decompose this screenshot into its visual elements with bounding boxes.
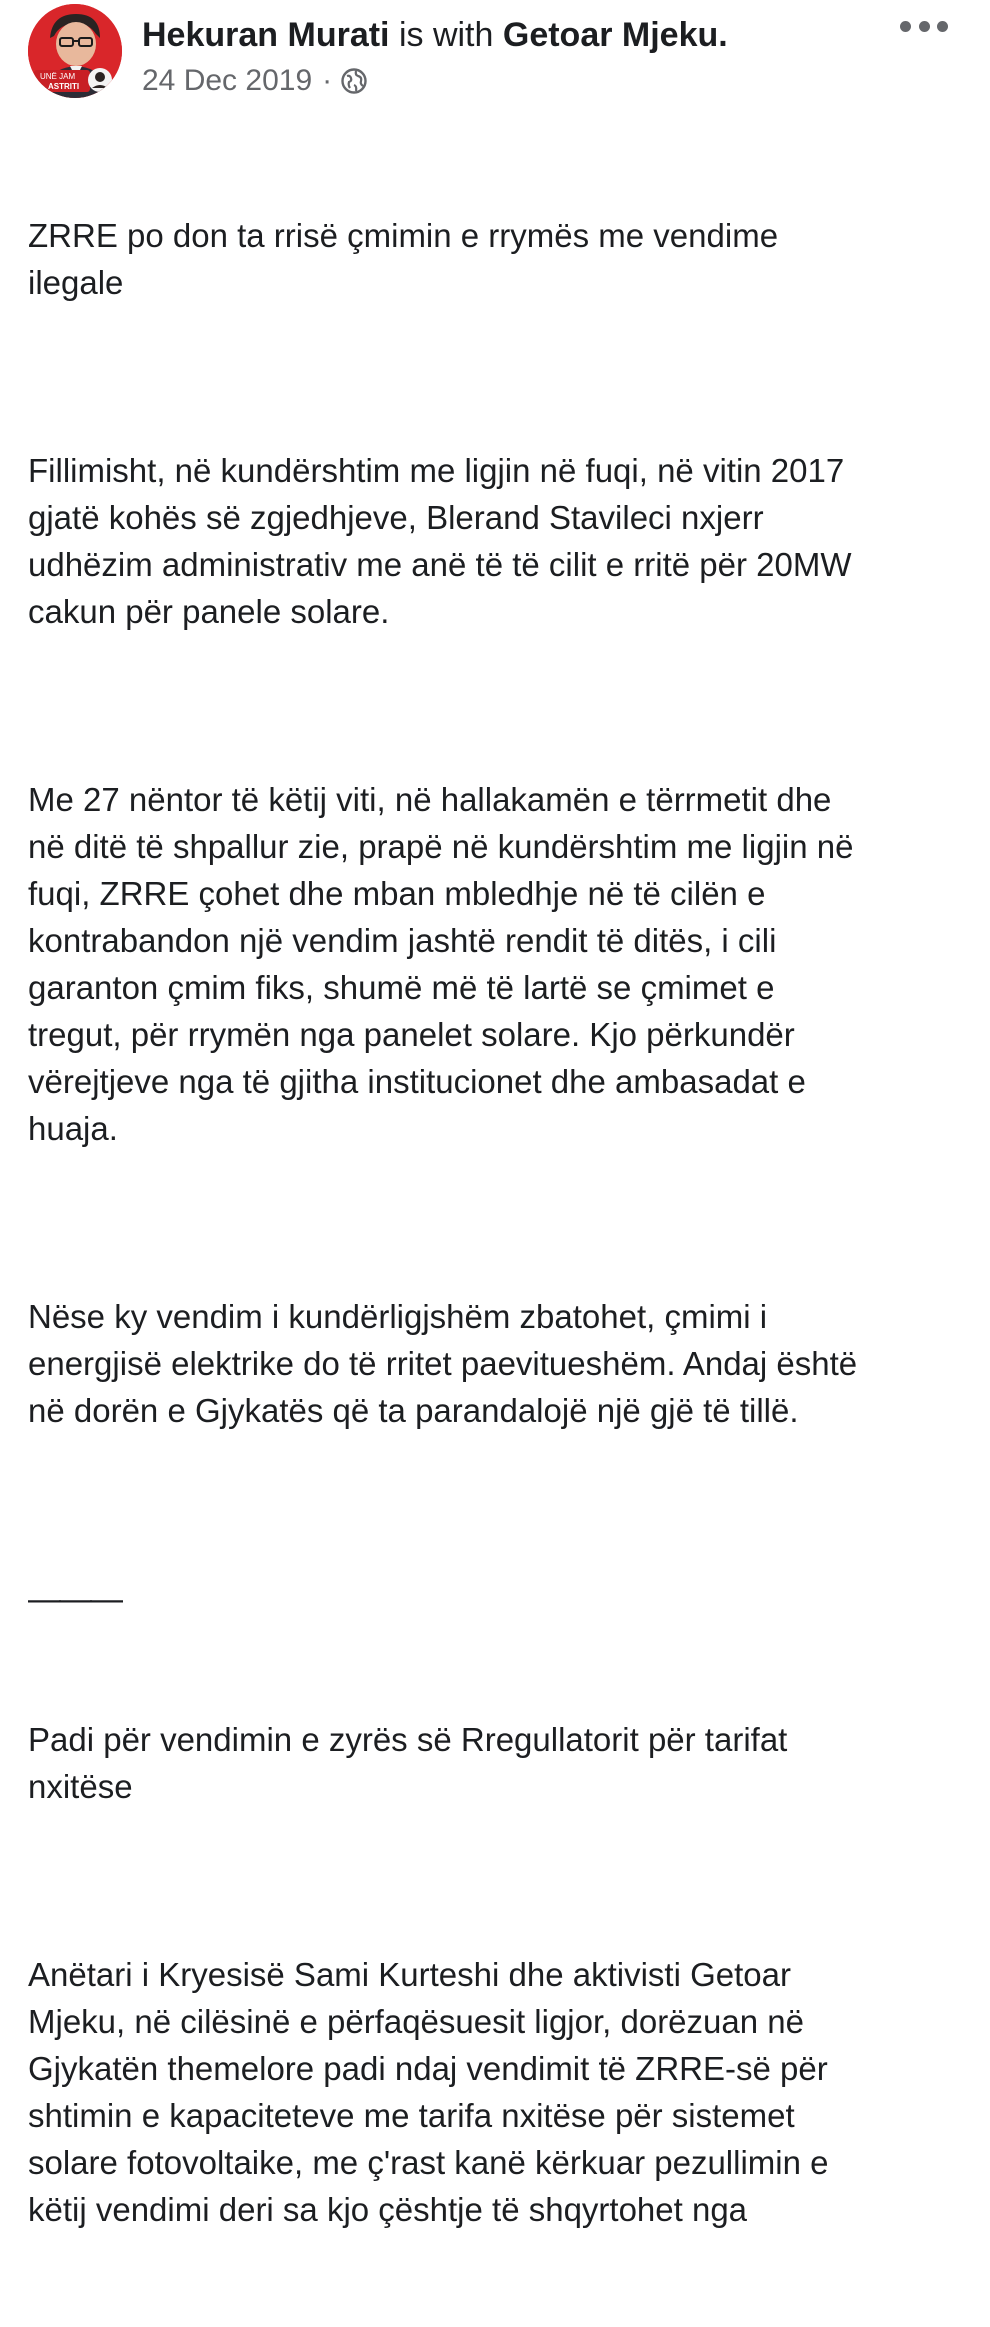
post-paragraph: Anëtari i Kryesisë Sami Kurteshi dhe aktivisti Getoar Mjeku, në cilësinë e përfaqësuesit ligjor, dorëzuan në Gjykatën themelore padi ndaj vendimit të ZRRE-së për shtimin e kapaciteteve me tarifa nxitëse për sistemet solare fotovoltaike, me ç'rast kanë kërkuar pezullimin e këtij vendimi deri sa kjo çështje të shqyrtohet nga: [28, 1956, 829, 2228]
post-body: [28, 118, 978, 2327]
with-label: is with: [398, 16, 494, 54]
text-divider: ———: [28, 1580, 121, 1617]
post-header: [0, 0, 990, 110]
post-paragraph: Nëse ky vendim i kundërligjshëm zbatohet, çmimi i energjisë elektrike do të rritet paevitueshëm. Andaj është në dorën e Gjykatës që ta parandalojë një gjë të tillë.: [28, 1298, 858, 1429]
meta-separator: ·: [322, 64, 333, 97]
more-dots-icon: [937, 21, 948, 32]
post-paragraph: Fillimisht, në kundërshtim me ligjin në fuqi, në vitin 2017 gjatë kohës së zgjedhjeve, Blerand Stavileci nxjerr udhëzim administrativ me anë të të cilit e rritë për 20MW cakun për panele solare.: [28, 452, 852, 630]
post-paragraph-title: ZRRE po don ta rrisë çmimin e rrymës me vendime ilegale: [28, 217, 779, 301]
author-avatar[interactable]: [28, 4, 122, 98]
more-dots-icon: [919, 21, 930, 32]
post-paragraph-subtitle: Padi për vendimin e zyrës së Rregullatorit për tarifat nxitëse: [28, 1721, 788, 1805]
more-options-button[interactable]: [900, 12, 948, 40]
post-date[interactable]: 24 Dec 2019: [142, 64, 313, 97]
more-dots-icon: [900, 21, 911, 32]
tagged-user[interactable]: Getoar Mjeku.: [502, 16, 728, 54]
post-meta: [142, 62, 368, 100]
post-paragraph: Me 27 nëntor të këtij viti, në hallakamën e tërrmetit dhe në ditë të shpallur zie, prapë në kundërshtim me ligjin në fuqi, ZRRE çohet dhe mban mbledhje në të cilën e kontrabandon një vendim jashtë rendit të ditës, i cili garanton çmim fiks, shumë më të lartë se çmimet e tregut, për rrymën nga panelet solare. Kjo përkundër vërejtjeve nga të gjitha institucionet dhe ambasadat e huaja.: [28, 781, 854, 1147]
author-line: [142, 14, 728, 56]
avatar-image: [28, 4, 122, 98]
avatar-badge-line1: UNË JAM: [40, 72, 76, 81]
avatar-badge-line2: ASTRITI: [48, 82, 80, 91]
author-name[interactable]: Hekuran Murati: [142, 16, 390, 54]
globe-icon: [340, 67, 368, 95]
